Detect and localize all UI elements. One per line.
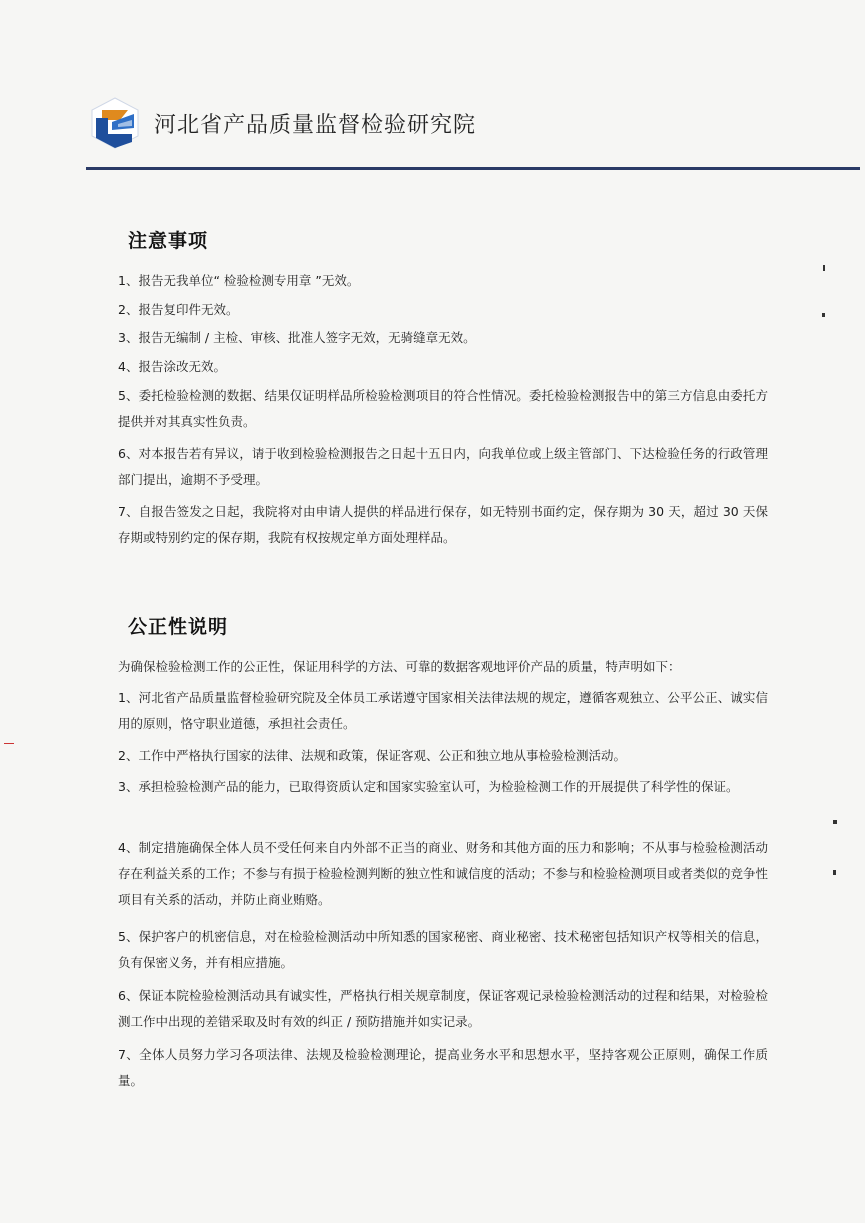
notice-item: 4、报告涂改无效。 <box>118 359 226 374</box>
scan-mark <box>823 265 825 271</box>
impartiality-item: 1、河北省产品质量监督检验研究院及全体员工承诺遵守国家相关法律法规的规定，遵循客观独立、公平公正、诚实信用的原则，恪守职业道德，承担社会责任。 <box>118 690 768 731</box>
scan-mark <box>833 820 837 824</box>
impartiality-title: 公正性说明 <box>128 616 229 638</box>
notice-item: 7、自报告签发之日起，我院将对由申请人提供的样品进行保存，如无特别书面约定，保存期为 30 天，超过 30 天保存期或特别约定的保存期，我院有权按规定单方面处理样品。 <box>118 504 768 545</box>
notice-item: 5、委托检验检测的数据、结果仅证明样品所检验检测项目的符合性情况。委托检验检测报告中的第三方信息由委托方提供并对其真实性负责。 <box>118 388 768 429</box>
impartiality-item: 5、保护客户的机密信息，对在检验检测活动中所知悉的国家秘密、商业秘密、技术秘密包括知识产权等相关的信息，负有保密义务，并有相应措施。 <box>118 929 768 970</box>
impartiality-intro: 为确保检验检测工作的公正性，保证用科学的方法、可靠的数据客观地评价产品的质量，特声明如下： <box>118 659 681 674</box>
impartiality-item: 6、保证本院检验检测活动具有诚实性，严格执行相关规章制度，保证客观记录检验检测活动的过程和结果，对检验检测工作中出现的差错采取及时有效的纠正 / 预防措施并如实记录。 <box>118 988 768 1029</box>
notice-item: 2、报告复印件无效。 <box>118 302 239 317</box>
impartiality-item: 7、全体人员努力学习各项法律、法规及检验检测理论，提高业务水平和思想水平，坚持客观公正原则，确保工作质量。 <box>118 1047 768 1088</box>
scan-mark <box>822 313 825 317</box>
notice-title: 注意事项 <box>128 230 209 252</box>
impartiality-item: 4、制定措施确保全体人员不受任何来自内外部不正当的商业、财务和其他方面的压力和影响；不从事与检验检测活动存在利益关系的工作；不参与有损于检验检测判断的独立性和诚信度的活动；不参与和检验检测项目或者类似的竞争性项目有关系的活动，并防止商业贿赂。 <box>118 840 769 907</box>
impartiality-item: 3、承担检验检测产品的能力，已取得资质认定和国家实验室认可，为检验检测工作的开展提供了科学性的保证。 <box>118 779 739 794</box>
header-divider <box>86 167 860 170</box>
impartiality-item: 2、工作中严格执行国家的法律、法规和政策，保证客观、公正和独立地从事检验检测活动。 <box>118 748 626 763</box>
scan-mark <box>4 743 14 744</box>
scan-mark <box>833 870 836 875</box>
institute-logo-icon <box>88 96 142 150</box>
document-header <box>88 94 476 152</box>
organization-name: 河北省产品质量监督检验研究院 <box>154 112 477 138</box>
notice-item: 6、对本报告若有异议，请于收到检验检测报告之日起十五日内，向我单位或上级主管部门、下达检验任务的行政管理部门提出，逾期不予受理。 <box>118 446 768 487</box>
notice-item: 1、报告无我单位“ 检验检测专用章 ”无效。 <box>118 273 360 288</box>
notice-item: 3、报告无编制 / 主检、审核、批准人签字无效，无骑缝章无效。 <box>118 330 476 345</box>
